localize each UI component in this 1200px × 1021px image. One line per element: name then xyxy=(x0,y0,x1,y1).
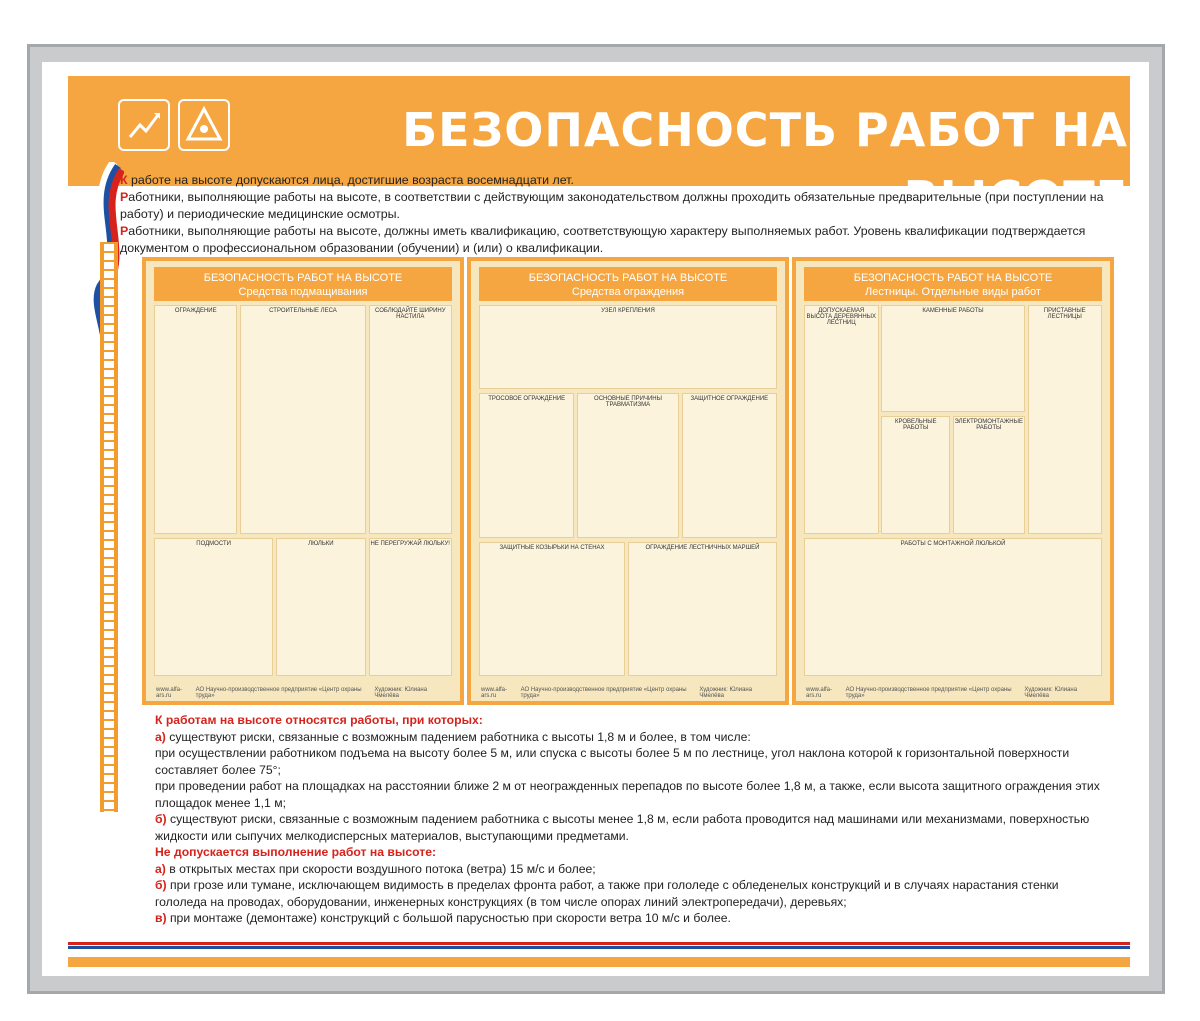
rule-text: существуют риски, связанные с возможным падением работника с высоты 1,8 м и более, в том числе: xyxy=(165,729,751,744)
poster-subtitle: Средства ограждения xyxy=(571,286,685,298)
info-board xyxy=(42,62,1149,976)
illustration-cell xyxy=(1028,305,1103,534)
intro-text-1: работе на высоте допускаются лица, достигшие возраста восемнадцати лет. xyxy=(127,173,574,187)
cell-title: ЛЮЛЬКИ xyxy=(308,541,334,548)
cell-title: ДОПУСКАЕМАЯ ВЫСОТА ДЕРЕВЯННЫХ ЛЕСТНИЦ xyxy=(806,308,876,326)
rules-heading: Не допускается выполнение работ на высоте: xyxy=(155,845,437,859)
illustration-cell xyxy=(276,538,365,676)
warning-triangle-icon xyxy=(178,99,230,151)
poster-header xyxy=(804,267,1102,301)
poster-title: БЕЗОПАСНОСТЬ РАБОТ НА ВЫСОТЕ xyxy=(853,272,1053,284)
rule-item xyxy=(155,861,1105,878)
credit-artist: Художник: Юлиана Чмелёва xyxy=(1024,687,1078,699)
rule-letter: б) xyxy=(155,812,167,826)
cell-title: КРОВЕЛЬНЫЕ РАБОТЫ xyxy=(894,418,937,431)
poster-illustrations xyxy=(804,305,1102,687)
credit-artist: Художник: Юлиана Чмелёва xyxy=(699,687,753,699)
credit-org: АО Научно-производственное предприятие «Центр охраны труда» xyxy=(195,687,362,699)
poster-header xyxy=(154,267,452,301)
rule-item xyxy=(155,729,1105,746)
stripe-blue xyxy=(68,946,1130,949)
rule-text: существуют риски, связанные с возможным падением работника с высоты менее 1,8 м, если работа проводится над машинами или механизмами, поверхностью жидкости или сыпучих мелкодисперсных материалов, выступающими предметами. xyxy=(155,812,1090,843)
cell-title: ПОДМОСТИ xyxy=(196,541,231,548)
illustration-cell xyxy=(479,393,574,538)
illustration-cell xyxy=(154,538,273,676)
rules-heading: К работам на высоте относятся работы, при которых: xyxy=(155,713,483,727)
cell-title: ОСНОВНЫЕ ПРИЧИНЫ ТРАВМАТИЗМА xyxy=(594,395,662,408)
rule-item xyxy=(155,877,1105,910)
cell-title: НЕ ПЕРЕГРУЖАЙ ЛЮЛЬКУ! xyxy=(370,541,450,548)
stripe-red xyxy=(68,942,1130,945)
rule-letter: а) xyxy=(155,729,166,744)
poster-scaffolding xyxy=(142,257,464,705)
illustration-cell xyxy=(369,305,452,534)
rule-letter: в) xyxy=(155,911,167,925)
rule-subitem: при проведении работ на площадках на расстоянии ближе 2 м от неогражденных перепадов по высоте более 1,8 м, а также, если высота защитного ограждения этих площадок менее 1,1 м; xyxy=(155,779,1100,810)
illustration-cell xyxy=(369,538,452,676)
poster-guarding xyxy=(467,257,789,705)
poster-credit xyxy=(481,687,775,699)
intro-line xyxy=(120,172,1105,189)
poster-credit xyxy=(806,687,1100,699)
rule-text: при монтаже (демонтаже) конструкций с большой парусностью при скорости ветра 10 м/с и более. xyxy=(166,911,731,925)
illustration-cell xyxy=(881,305,1024,412)
illustration-cell xyxy=(479,542,625,676)
rule-subitem: при осуществлении работником подъема на высоту более 5 м, или спуска с высоты более 5 м по лестнице, угол наклона которой к горизонтальной поверхности составляет более 75°; xyxy=(155,746,1070,777)
intro-initial: Р xyxy=(120,224,129,238)
poster-credit xyxy=(156,687,450,699)
cell-title: СТРОИТЕЛЬНЫЕ ЛЕСА xyxy=(269,308,337,314)
illustration-cell xyxy=(240,305,365,534)
poster-ladders xyxy=(792,257,1114,705)
rule-text: при грозе или тумане, исключающем видимость в пределах фронта работ, а также при гололеде с обледенелых конструкций и в случаях нарастания стенки гололеда на проводах, оборудовании, инженерных конструкциях (в том числе опорах линий электропередачи), деревьях; xyxy=(155,878,1059,909)
credit-url: www.alfa-ars.ru xyxy=(156,687,183,699)
intro-text xyxy=(120,172,1105,257)
intro-initial: К xyxy=(120,173,128,187)
poster-title: БЕЗОПАСНОСТЬ РАБОТ НА ВЫСОТЕ xyxy=(203,272,403,284)
poster-subtitle: Лестницы. Отдельные виды работ xyxy=(865,286,1041,298)
poster-header xyxy=(479,267,777,301)
rule-letter: б) xyxy=(155,878,167,892)
illustration-cell xyxy=(577,393,678,538)
intro-line xyxy=(120,189,1105,223)
poster-title: БЕЗОПАСНОСТЬ РАБОТ НА ВЫСОТЕ xyxy=(528,272,728,284)
credit-org: АО Научно-производственное предприятие «Центр охраны труда» xyxy=(520,687,687,699)
cell-title: ЭЛЕКТРОМОНТАЖНЫЕ РАБОТЫ xyxy=(954,418,1023,431)
illustration-cell xyxy=(479,305,777,389)
intro-text-3: аботники, выполняющие работы на высоте, должны иметь квалификацию, соответствующую характеру выполняемых работ. Уровень квалификации подтверждается документом о профессиональном образовании (обучении) и (или) о квалификации. xyxy=(120,224,1086,255)
intro-text-2: аботники, выполняющие работы на высоте, в соответствии с действующим законодательством должны проходить обязательные предварительные (при поступлении на работу) и периодические медицинские осмотры. xyxy=(120,190,1104,221)
cell-title: ОГРАЖДЕНИЕ ЛЕСТНИЧНЫХ МАРШЕЙ xyxy=(645,544,760,551)
illustration-cell xyxy=(804,305,879,534)
credit-url: www.alfa-ars.ru xyxy=(806,687,833,699)
rule-item xyxy=(155,910,1105,927)
footer-bar xyxy=(68,957,1130,967)
credit-artist: Художник: Юлиана Чмелёва xyxy=(374,687,428,699)
illustration-cell xyxy=(154,305,237,534)
rule-item xyxy=(155,811,1105,844)
poster-illustrations xyxy=(154,305,452,687)
poster-illustrations xyxy=(479,305,777,687)
poster-subtitle: Средства подмащивания xyxy=(238,286,368,298)
cell-title: РАБОТЫ С МОНТАЖНОЙ ЛЮЛЬКОЙ xyxy=(900,541,1006,548)
cell-title: ПРИСТАВНЫЕ ЛЕСТНИЦЫ xyxy=(1043,308,1086,320)
graph-up-icon xyxy=(118,99,170,151)
intro-initial: Р xyxy=(120,190,129,204)
illustration-cell xyxy=(953,416,1025,534)
cell-title: УЗЕЛ КРЕПЛЕНИЯ xyxy=(601,308,655,314)
illustration-cell xyxy=(628,542,777,676)
illustration-cell xyxy=(804,538,1102,676)
illustration-cell xyxy=(881,416,950,534)
cell-title: ТРОСОВОЕ ОГРАЖДЕНИЕ xyxy=(488,395,566,402)
cell-title: СОБЛЮДАЙТЕ ШИРИНУ НАСТИЛА xyxy=(375,308,446,320)
cell-title: ЗАЩИТНЫЕ КОЗЫРЬКИ НА СТЕНАХ xyxy=(499,544,605,551)
credit-org: АО Научно-производственное предприятие «Центр охраны труда» xyxy=(845,687,1012,699)
rule-text: в открытых местах при скорости воздушного потока (ветра) 15 м/с и более; xyxy=(165,861,596,876)
cell-title: КАМЕННЫЕ РАБОТЫ xyxy=(922,308,984,314)
credit-url: www.alfa-ars.ru xyxy=(481,687,508,699)
rule-letter: а) xyxy=(155,861,166,876)
height-ruler xyxy=(100,242,118,812)
page-title: БЕЗОПАСНОСТЬ РАБОТ НА ВЫСОТЕ xyxy=(402,103,1128,225)
cell-title: ЗАЩИТНОЕ ОГРАЖДЕНИЕ xyxy=(690,395,769,402)
illustration-cell xyxy=(682,393,777,538)
cell-title: ОГРАЖДЕНИЕ xyxy=(174,308,217,314)
rules-text xyxy=(155,712,1105,927)
intro-line xyxy=(120,223,1105,257)
